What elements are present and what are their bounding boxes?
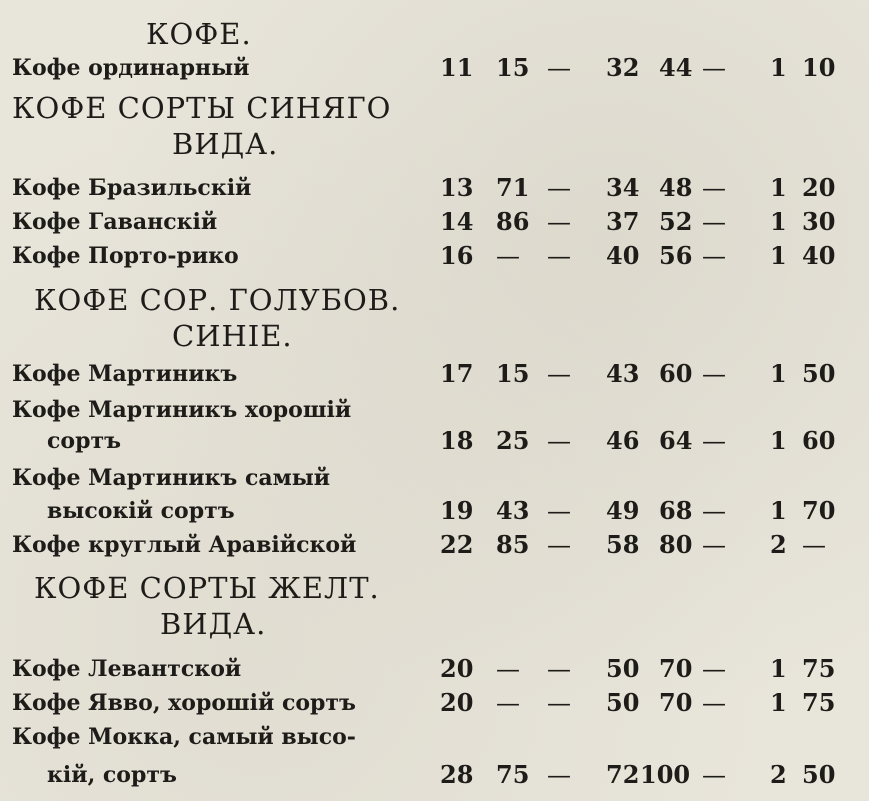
dash-cell: —	[702, 174, 726, 202]
value-cell: 44	[659, 53, 693, 82]
section-heading	[0, 126, 869, 162]
heading-blue-sorts-cont: ВИДА.	[172, 127, 279, 161]
value-cell: 2	[770, 760, 787, 789]
heading-blue-sorts: КОФЕ СОРТЫ СИНЯГО	[12, 91, 392, 125]
dash-cell: —	[547, 655, 571, 683]
dash-cell: —	[702, 497, 726, 525]
heading-light-blue-sorts: КОФЕ СОР. ГОЛУБОВ.	[34, 283, 401, 317]
price-row	[0, 423, 869, 459]
item-name: Кофе Левантской	[12, 656, 242, 682]
dash-cell: —	[702, 360, 726, 388]
value-cell: 64	[659, 426, 693, 455]
dash-cell: —	[547, 427, 571, 455]
dash-cell: —	[702, 531, 726, 559]
dash-cell: —	[547, 208, 571, 236]
price-row	[0, 651, 869, 687]
value-cell: 40	[606, 241, 640, 270]
value-cell: 16	[440, 241, 474, 270]
dash-cell: —	[702, 655, 726, 683]
value-cell: 72	[606, 760, 640, 789]
value-cell: 75	[496, 760, 530, 789]
item-name: Кофе Гаванскій	[12, 209, 218, 235]
value-cell: 50	[802, 760, 836, 789]
value-cell: 1	[770, 207, 787, 236]
item-name: Кофе Мартиникъ самый	[12, 465, 331, 491]
dash-cell: —	[547, 174, 571, 202]
value-cell: —	[496, 689, 520, 717]
price-row	[0, 238, 869, 274]
dash-cell: —	[702, 761, 726, 789]
value-cell: 15	[496, 53, 530, 82]
value-cell: 1	[770, 688, 787, 717]
item-name: Кофе Явво, хорошій сортъ	[12, 690, 356, 716]
value-cell: 43	[496, 496, 530, 525]
dash-cell: —	[547, 497, 571, 525]
section-heading	[0, 318, 869, 354]
dash-cell: —	[547, 360, 571, 388]
value-cell: 1	[770, 496, 787, 525]
value-cell: 70	[659, 688, 693, 717]
value-cell: 100	[640, 760, 691, 789]
heading-yellow-sorts-cont: ВИДА.	[160, 607, 267, 641]
value-cell: 13	[440, 173, 474, 202]
price-row-first-line	[0, 460, 869, 496]
section-heading	[0, 282, 869, 318]
section-heading	[0, 570, 869, 606]
value-cell: 1	[770, 426, 787, 455]
item-name-continuation: высокій сортъ	[47, 498, 235, 524]
value-cell: 58	[606, 530, 640, 559]
value-cell: 71	[496, 173, 530, 202]
value-cell: 1	[770, 241, 787, 270]
value-cell: —	[496, 242, 520, 270]
value-cell: 14	[440, 207, 474, 236]
dash-cell: —	[702, 427, 726, 455]
value-cell: —	[496, 655, 520, 683]
value-cell: 11	[440, 53, 474, 82]
value-cell: 56	[659, 241, 693, 270]
value-cell: 2	[770, 530, 787, 559]
value-cell: 50	[606, 654, 640, 683]
dash-cell: —	[702, 208, 726, 236]
price-row	[0, 356, 869, 392]
value-cell: 18	[440, 426, 474, 455]
dash-cell: —	[547, 54, 571, 82]
value-cell: 17	[440, 359, 474, 388]
value-cell: 1	[770, 53, 787, 82]
value-cell: 70	[659, 654, 693, 683]
price-row	[0, 527, 869, 563]
heading-yellow-sorts: КОФЕ СОРТЫ ЖЕЛТ.	[34, 571, 380, 605]
value-cell: 20	[440, 688, 474, 717]
dash-cell: —	[547, 761, 571, 789]
value-cell: 20	[440, 654, 474, 683]
dash-cell: —	[702, 689, 726, 717]
price-row	[0, 170, 869, 206]
item-name: Кофе ординарный	[12, 55, 250, 81]
value-cell: 15	[496, 359, 530, 388]
heading-coffee: КОФЕ.	[146, 17, 252, 51]
item-name: Кофе Мартиникъ хорошій	[12, 397, 352, 423]
value-cell: 46	[606, 426, 640, 455]
value-cell: 28	[440, 760, 474, 789]
value-cell: 1	[770, 654, 787, 683]
value-cell: 75	[802, 654, 836, 683]
value-cell: 49	[606, 496, 640, 525]
price-row-first-line	[0, 719, 869, 755]
value-cell: 1	[770, 173, 787, 202]
price-row	[0, 204, 869, 240]
value-cell: 52	[659, 207, 693, 236]
value-cell: 48	[659, 173, 693, 202]
item-name: Кофе Бразильскій	[12, 175, 252, 201]
value-cell: 60	[659, 359, 693, 388]
item-name-continuation: кій, сортъ	[47, 762, 177, 788]
heading-light-blue-sorts-cont: СИНІЕ.	[172, 319, 293, 353]
value-cell: 22	[440, 530, 474, 559]
value-cell: 34	[606, 173, 640, 202]
value-cell: 70	[802, 496, 836, 525]
section-heading	[0, 606, 869, 642]
value-cell: 1	[770, 359, 787, 388]
section-heading	[0, 16, 869, 52]
value-cell: 50	[606, 688, 640, 717]
value-cell: 20	[802, 173, 836, 202]
value-cell: 32	[606, 53, 640, 82]
value-cell: —	[802, 531, 826, 559]
value-cell: 75	[802, 688, 836, 717]
section-heading	[0, 90, 869, 126]
value-cell: 80	[659, 530, 693, 559]
value-cell: 30	[802, 207, 836, 236]
value-cell: 68	[659, 496, 693, 525]
item-name: Кофе круглый Аравійской	[12, 532, 357, 558]
item-name-continuation: сортъ	[47, 428, 121, 454]
value-cell: 86	[496, 207, 530, 236]
value-cell: 43	[606, 359, 640, 388]
price-row	[0, 757, 869, 793]
dash-cell: —	[702, 54, 726, 82]
value-cell: 25	[496, 426, 530, 455]
item-name: Кофе Мокка, самый высо-	[12, 724, 356, 750]
value-cell: 50	[802, 359, 836, 388]
dash-cell: —	[702, 242, 726, 270]
value-cell: 19	[440, 496, 474, 525]
value-cell: 37	[606, 207, 640, 236]
price-row	[0, 685, 869, 721]
price-row	[0, 493, 869, 529]
item-name: Кофе Мартиникъ	[12, 361, 238, 387]
price-row	[0, 50, 869, 86]
value-cell: 60	[802, 426, 836, 455]
value-cell: 10	[802, 53, 836, 82]
value-cell: 40	[802, 241, 836, 270]
item-name: Кофе Порто-рико	[12, 243, 239, 269]
dash-cell: —	[547, 242, 571, 270]
dash-cell: —	[547, 531, 571, 559]
value-cell: 85	[496, 530, 530, 559]
dash-cell: —	[547, 689, 571, 717]
